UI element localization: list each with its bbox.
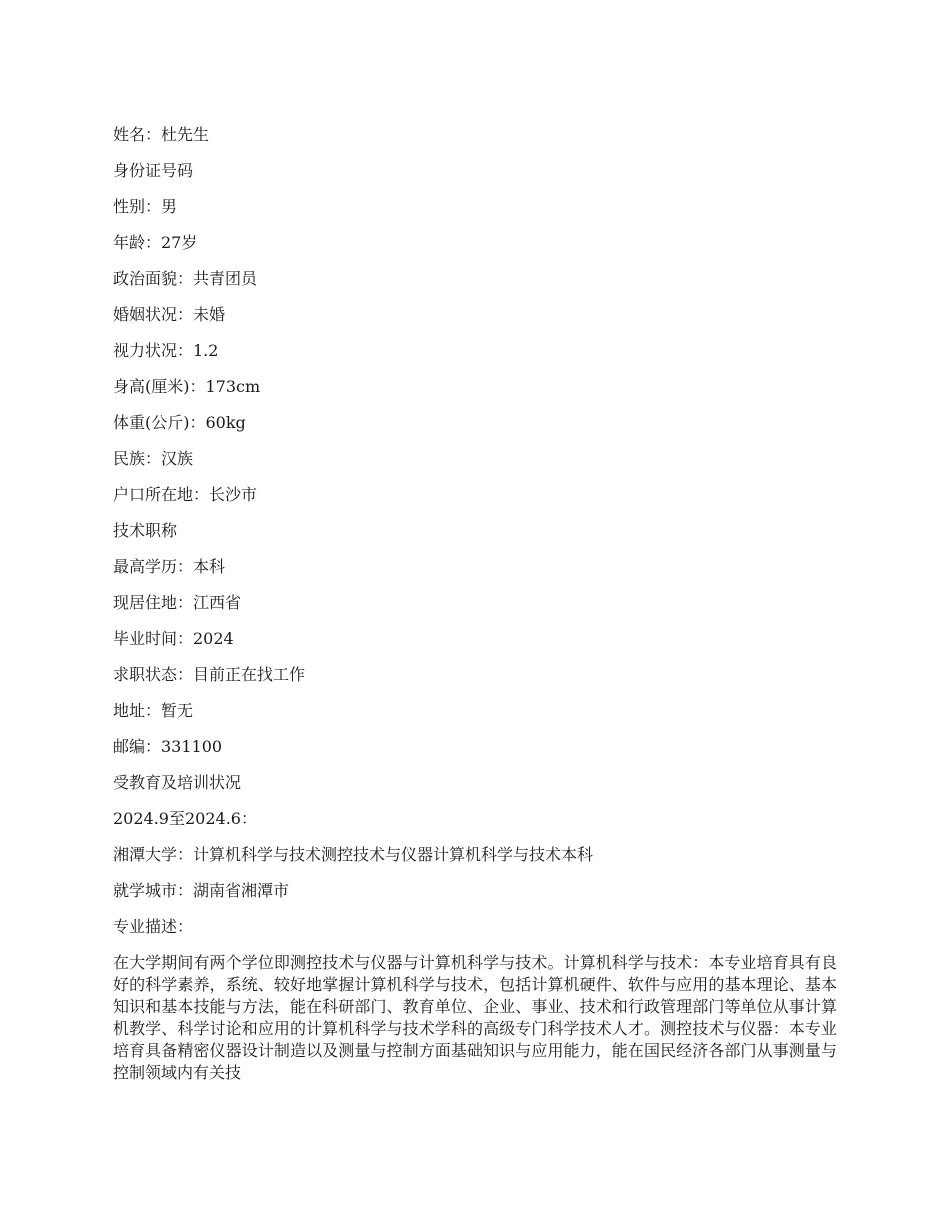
height-line: 身高(厘米)：173cm — [113, 377, 261, 396]
major-description-paragraph: 在大学期间有两个学位即测控技术与仪器与计算机科学与技术。计算机科学与技术：本专业培育具有良好的科学素养，系统、较好地掌握计算机科学与技术，包括计算机硬件、软件与应用的基本理论、基本知识和基本技能与方法，能在科研部门、教育单位、企业、事业、技术和行政管理部门等单位从事计算机教学、科学讨论和应用的计算机科学与技术学科的高级专门科学技术人才。测控技术与仪器：本专业培育具备精密仪器设计制造以及测量与控制方面基础知识与应用能力，能在国民经济各部门从事测量与控制领域内有关技 — [113, 953, 837, 1082]
id-number-line: 身份证号码 — [113, 161, 194, 180]
technical-title-line: 技术职称 — [113, 521, 178, 540]
job-status-line: 求职状态：目前正在找工作 — [113, 665, 306, 684]
major-description-heading: 专业描述： — [113, 917, 194, 936]
highest-education-line: 最高学历：本科 — [113, 557, 226, 576]
ethnicity-line: 民族：汉族 — [113, 449, 194, 468]
weight-line: 体重(公斤)：60kg — [113, 413, 246, 432]
university-line: 湘潭大学：计算机科学与技术测控技术与仪器计算机科学与技术本科 — [113, 845, 594, 864]
eyesight-line: 视力状况：1.2 — [113, 341, 219, 360]
graduation-time-line: 毕业时间：2024 — [113, 629, 234, 648]
education-heading: 受教育及培训状况 — [113, 773, 242, 792]
political-status-line: 政治面貌：共青团员 — [113, 269, 258, 288]
gender-line: 性别：男 — [113, 197, 178, 216]
name-line: 姓名：杜先生 — [113, 125, 210, 144]
address-line: 地址：暂无 — [113, 701, 194, 720]
current-residence-line: 现居住地：江西省 — [113, 593, 242, 612]
resume-document — [113, 124, 837, 1084]
postcode-line: 邮编：331100 — [113, 737, 223, 756]
household-registration-line: 户口所在地：长沙市 — [113, 485, 258, 504]
marital-status-line: 婚姻状况：未婚 — [113, 305, 226, 324]
study-city-line: 就学城市：湖南省湘潭市 — [113, 881, 290, 900]
education-period-line: 2024.9至2024.6： — [113, 809, 257, 828]
age-line: 年龄：27岁 — [113, 233, 198, 252]
